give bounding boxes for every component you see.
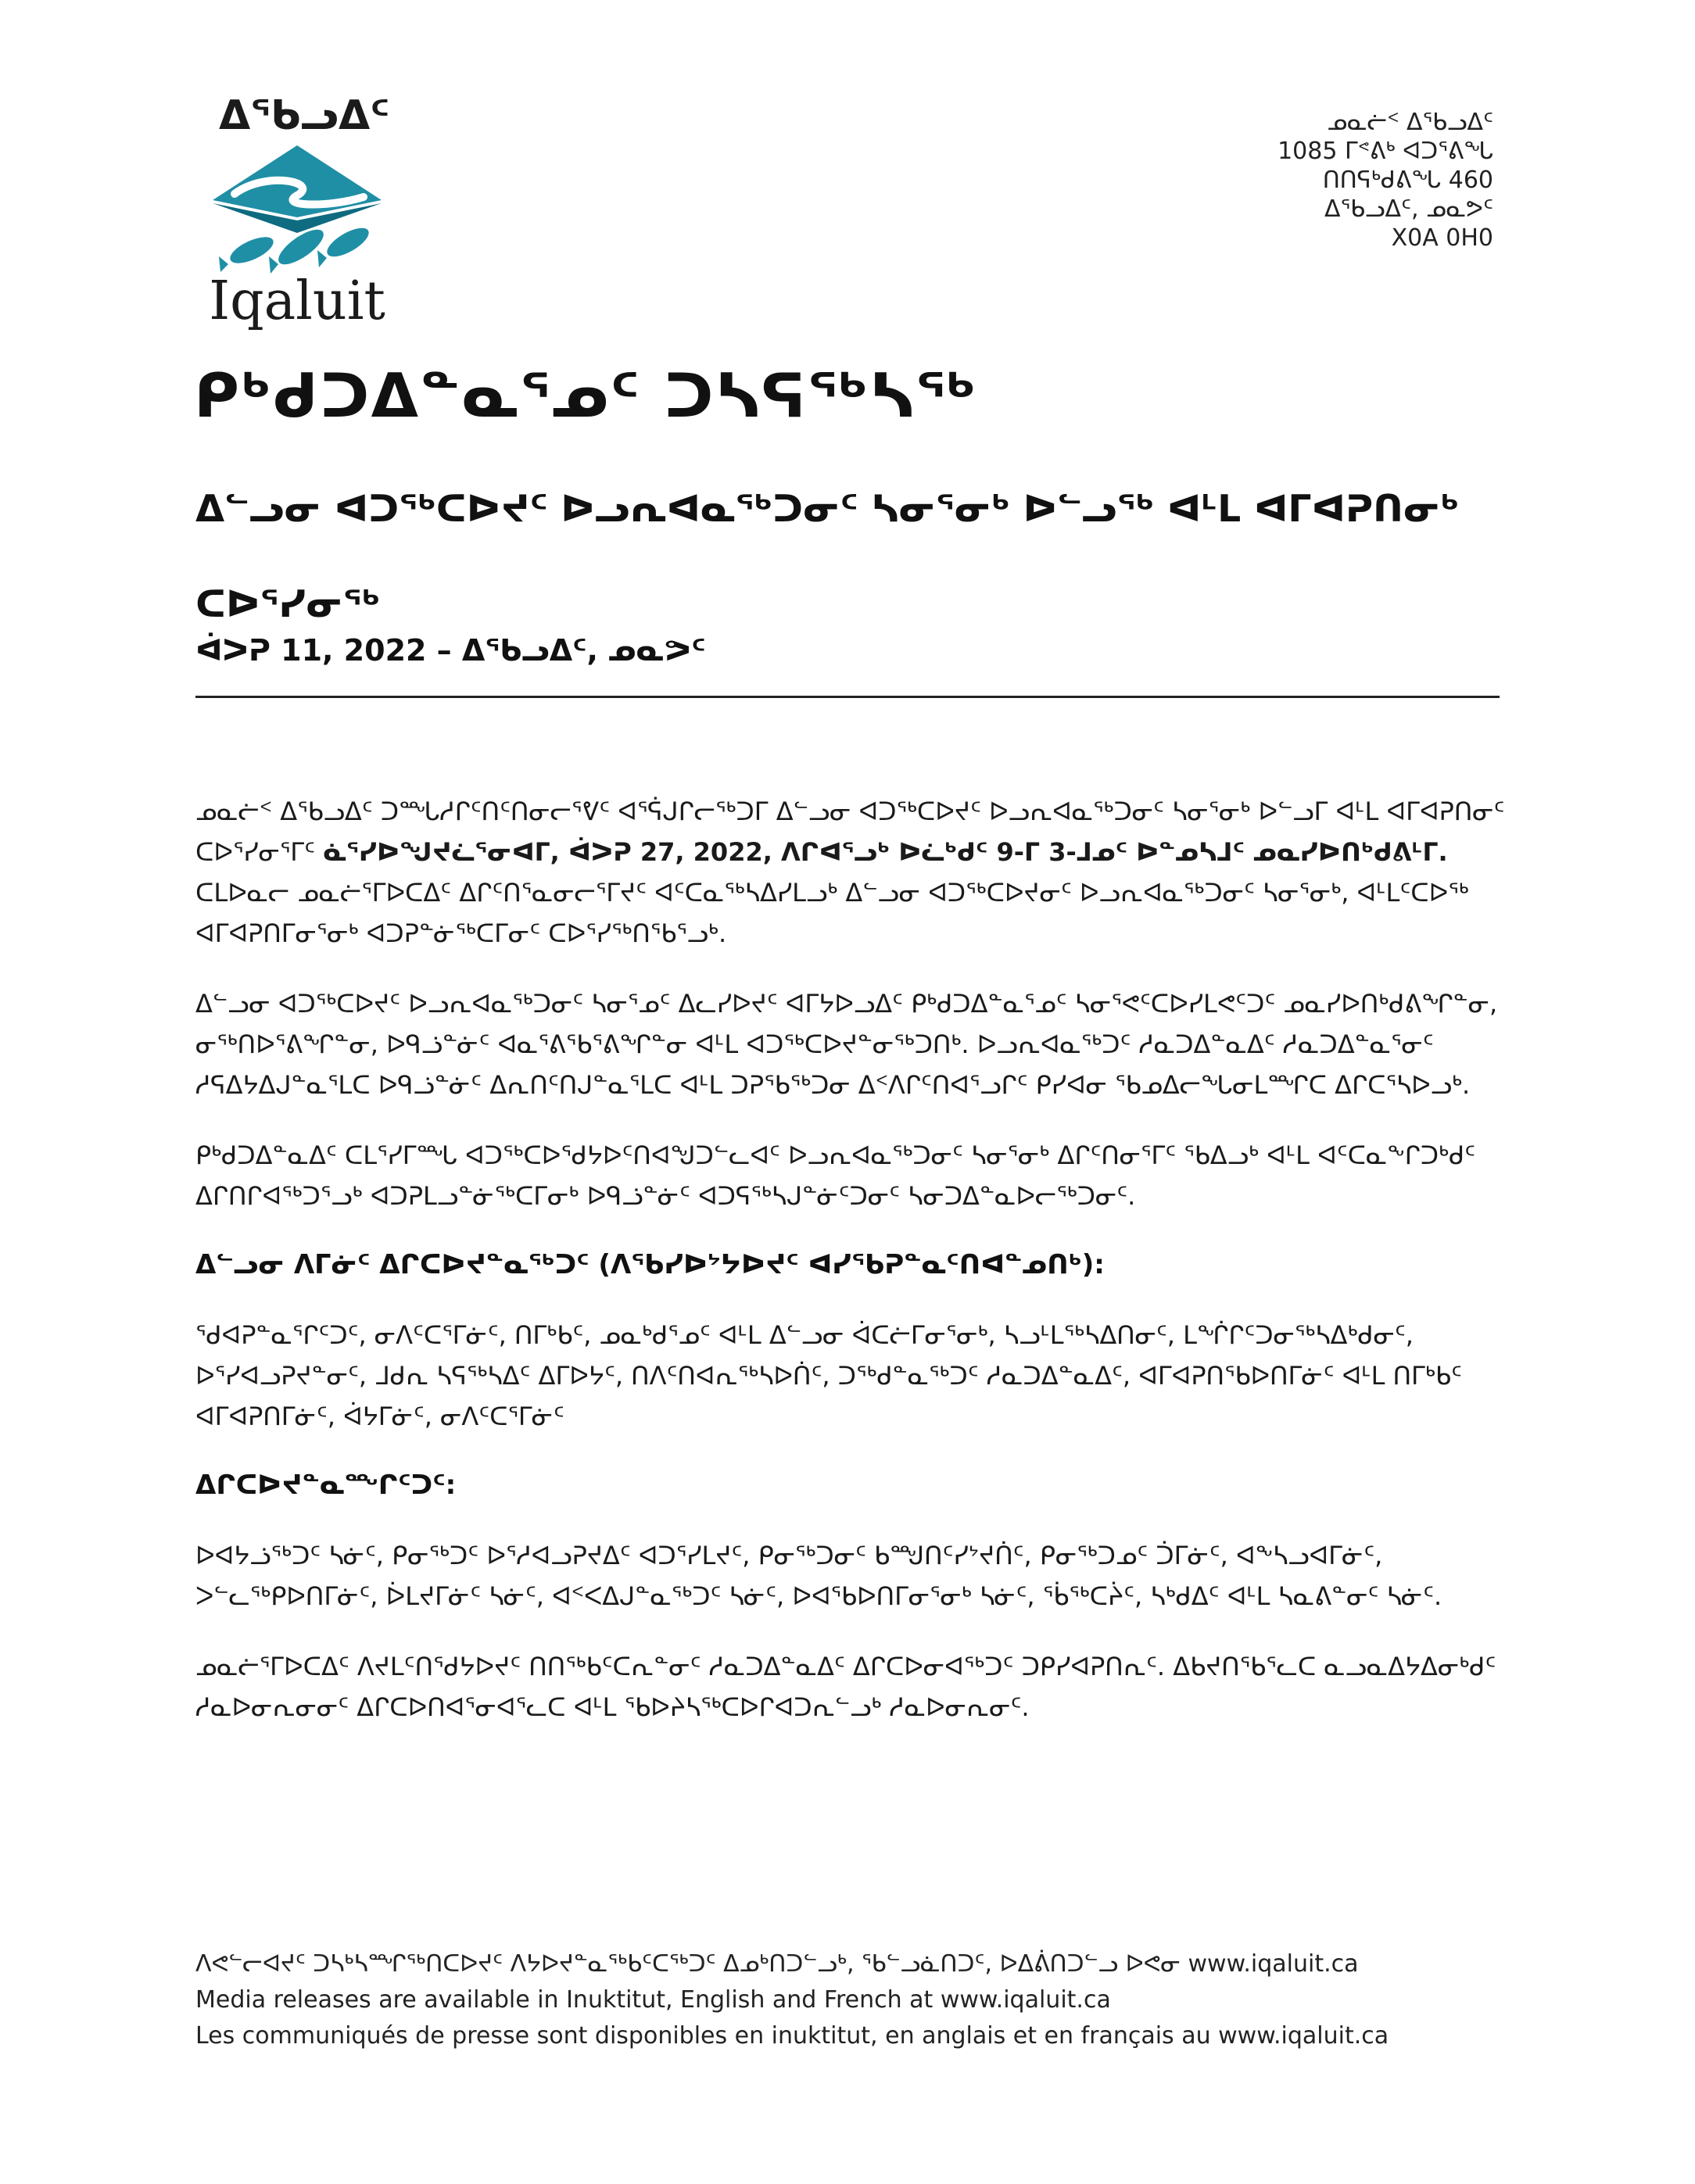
dateline: ᐋᐳᕈ 11, 2022 – ᐃᖃᓗᐃᑦ, ᓄᓇᕗᑦ [195, 633, 706, 668]
accepted-items-heading: ᐃᓪᓗᓂ ᐱᒥᓃᑦ ᐃᒋᑕᐅᔪᓐᓇᖅᑐᑦ (ᐱᖃᓯᐅᔾᔭᐅᔪᑦ ᐊᓯᖃᕈᓐᓇᑦᑎᐊᓐᓄᑎᒃ): [195, 1249, 1105, 1280]
address-block [1087, 108, 1493, 252]
release-body [195, 791, 1509, 1757]
address-line: 1085 ᒥᕝᕕᒃ ᐊᑐᕐᕕᖓ [1278, 138, 1493, 165]
address-line: ᐃᖃᓗᐃᑦ, ᓄᓇᕗᑦ [1324, 195, 1493, 223]
not-accepted-heading: ᐃᒋᑕᐅᔪᓐᓇᙱᑦᑐᑦ: [195, 1470, 457, 1501]
logo-name: Iqaluit [209, 270, 385, 332]
body-paragraph: ᑭᒃᑯᑐᐃᓐᓇᐃᑦ ᑕᒪᕐᓯᒥᙵ ᐊᑐᖅᑕᐅᖁᔭᐅᑦᑎᐊᖑᑐᓪᓚᐊᑦ ᐅᓗᕆᐊᓇᖅᑐᓂᑦ ᓴᓂᕐᓂᒃ ᐃᒋᑦᑎᓂᕐᒥᑦ ᖃᐃᓗᒃ ᐊᒻᒪ ᐊᑦᑕᓇᖕᒋᑐᒃᑯᑦ ᐃᒋᑎᒋᐊᖅᑐᕐᓗᒃ ᐊᑐᕈᒪᓗᓐᓃᖅᑕᒥᓂᒃ ᐅᑫᓘᓐᓃᑦ ᐊᑐᕋᖅᓴᒍᓐᓃᑦᑐᓂᑦ ᓴᓂᑐᐃᓐᓇᐅᓕᖅᑐᓂᑦ. [195, 1140, 1476, 1211]
accepted-items-list: ᖁᐊᕈᓐᓇᕐᒋᑦᑐᑦ, ᓂᐱᑦᑕᕐᒥᓃᑦ, ᑎᒥᒃᑲᑦ, ᓄᓇᒃᑯᕐᓄᑦ ᐊᒻᒪ ᐃᓪᓗᓂ ᐋᑕᓖᒥᓂᕐᓂᒃ, ᓴᓗᒻᒪᖅᓴᐃᑎᓂᑦ, ᒪᖐᒋᑦᑐᓂᖅᓴᐃᒃᑯᓂᑦ, ᐅᕐᓯᐊᓗᕈᔪᓐᓂᑦ, ᒧᑯᕆ ᓴᕋᖅᓴᐃᑦ ᐃᒥᐅᔭᑦ, ᑎᐱᑦᑎᐊᕆᖅᓴᐅᑏᑦ, ᑐᖅᑯᓐᓇᖅᑐᑦ ᓱᓇᑐᐃᓐᓇᐃᑦ, ᐊᒥᐊᕈᑎᖃᐅᑎᒥᓃᑦ ᐊᒻᒪ ᑎᒥᒃᑲᑦ ᐊᒥᐊᕈᑎᒥᓃᑦ, ᐋᔭᒥᓃᑦ, ᓂᐱᑦᑕᕐᒥᓃᑦ [195, 1320, 1462, 1431]
paragraph-text: ᑕᒪᐅᓇᓕ ᓄᓇᓖᕐᒥᐅᑕᐃᑦ ᐃᒋᑦᑎᕐᓇᓂᓕᕐᒥᔪᑦ ᐊᑦᑕᓇᖅᓴᐃᓯᒪᓗᒃ ᐃᓪᓗᓂ ᐊᑐᖅᑕᐅᔪᓂᑦ ᐅᓗᕆᐊᓇᖅᑐᓂᑦ ᓴᓂᕐᓂᒃ, ᐊᒻᒪᑦᑕᐅᖅ ᐊᒥᐊᕈᑎᒥᓂᕐᓂᒃ ᐊᑐᕈᓐᓃᖅᑕᒥᓂᑦ ᑕᐅᕐᓯᖅᑎᖃᕐᓗᒃ. [195, 878, 1469, 948]
body-paragraph: ᐃᓪᓗᓂ ᐊᑐᖅᑕᐅᔪᑦ ᐅᓗᕆᐊᓇᖅᑐᓂᑦ ᓴᓂᕐᓄᑦ ᐃᓚᓯᐅᔪᑦ ᐊᒥᔭᐅᓗᐃᑦ ᑭᒃᑯᑐᐃᓐᓇᕐᓄᑦ ᓴᓂᕐᕙᑦᑕᐅᓯᒪᕙᑦᑐᑦ ᓄᓇᓯᐅᑎᒃᑯᕕᖏᓐᓂ, ᓂᖅᑎᐅᕐᕕᖏᓐᓂ, ᐅᑫᓘᓐᓃᑦ ᐊᓇᕐᕕᖃᕐᕕᖏᓐᓂ ᐊᒻᒪ ᐊᑐᖅᑕᐅᔪᓐᓂᖅᑐᑎᒃ. ᐅᓗᕆᐊᓇᖅᑐᑦ ᓱᓇᑐᐃᓐᓇᐃᑦ ᓱᓇᑐᐃᓐᓇᕐᓂᑦ ᓱᕋᐃᔭᐃᒍᓐᓇᕐᒪᑕ ᐅᑫᓘᓐᓃᑦ ᐃᕆᑎᑦᑎᒍᓐᓇᕐᒪᑕ ᐊᒻᒪ ᑐᕈᖃᖅᑐᓂ ᐃᑉᐱᒋᑦᑎᐊᕐᓗᒋᑦ ᑭᓯᐊᓂ ᖃᓄᐃᓕᖓᓂᒪᙱᑕ ᐃᒋᑕᕐᓴᐅᓗᒃ. [195, 989, 1498, 1100]
not-accepted-list: ᐅᐊᔭᓘᖅᑐᑦ ᓴᓃᑦ, ᑭᓂᖅᑐᑦ ᐅᕐᓱᐊᓗᕈᔪᐃᑦ ᐊᑐᕐᓯᒪᔪᑦ, ᑭᓂᖅᑐᓂᑦ ᑲᙳᑎᑦᓯᔾᔪᑏᑦ, ᑭᓂᖅᑐᓄᑦ ᑑᒥᓃᑦ, ᐊᖕᓴᓗᐊᒥᓃᑦ, ᐳᓪᓚᖅᑭᐅᑎᒥᓃᑦ, ᐆᒪᔪᒥᓃᑦ ᓴᓃᑦ, ᐊᑉᐸᐃᒍᓐᓇᖅᑐᑦ ᓴᓃᑦ, ᐅᐊᖃᐅᑎᒥᓂᕐᓂᒃ ᓴᓃᑦ, ᖄᖅᑕᔩᑦ, ᓴᒃᑯᐃᑦ ᐊᒻᒪ ᓴᓇᕕᓐᓂᑦ ᓴᓃᑦ. [195, 1541, 1442, 1611]
address-line: ᓄᓇᓖᑉ ᐃᖃᓗᐃᑦ [1327, 109, 1493, 136]
press-release-title: ᑭᒃᑯᑐᐃᓐᓇᕐᓄᑦ ᑐᓴᕋᖅᓴᖅ [194, 361, 978, 431]
logo-syllabic-name: ᐃᖃᓗᐃᑦ [219, 92, 390, 139]
iqaluit-logo [195, 92, 399, 335]
footer-line-inuktitut: ᐱᕙᓪᓕᐊᔪᑦ ᑐᓴᒃᓴᙱᖅᑎᑕᐅᔪᑦ ᐱᔭᐅᔪᓐᓇᖅᑲᑦᑕᖅᑐᑦ ᐃᓄᒃᑎᑐᓪᓗᒃ, ᖃᓪᓗᓈᑎᑐᑦ, ᐅᐃᕖᑎᑐᓪᓗ ᐅᕙᓂ www.iqaluit.ca [195, 1950, 1359, 1978]
address-line: X0A 0H0 [1391, 224, 1493, 252]
footer-line-french: Les communiqués de presse sont disponibles en inuktitut, en anglais et en français au www.iqaluit.ca [195, 2022, 1389, 2050]
body-paragraph [195, 791, 1509, 954]
address-line: ᑎᑎᕋᒃᑯᕕᖓ 460 [1322, 166, 1493, 194]
body-paragraph: ᓄᓇᓖᕐᒥᐅᑕᐃᑦ ᐱᔪᒪᑦᑎᖁᔭᐅᔪᑦ ᑎᑎᖅᑲᑦᑕᕆᓐᓂᑦ ᓱᓇᑐᐃᓐᓇᐃᑦ ᐃᒋᑕᐅᓂᐊᖅᑐᑦ ᑐᑭᓯᐊᕈᑎᕆᑦ. ᐃᑲᔪᑎᖃᕐᓚᑕ ᓇᓗᓇᐃᔭᐃᓂᒃᑯᑦ ᓱᓇᐅᓂᕆᓂᓂᑦ ᐃᒋᑕᐅᑎᐊᕐᓂᐊᕐᓚᑕ ᐊᒻᒪ ᖃᐅᔨᓴᖅᑕᐅᒋᐊᑐᕆᓪᓗᒃ ᓱᓇᐅᓂᕆᓂᑦ. [195, 1652, 1496, 1722]
press-release-subtitle: ᐃᓪᓗᓂ ᐊᑐᖅᑕᐅᔪᑦ ᐅᓗᕆᐊᓇᖅᑐᓂᑦ ᓴᓂᕐᓂᒃ ᐅᓪᓗᖅ ᐊᒻᒪ ᐊᒥᐊᕈᑎᓂᒃ ᑕᐅᕐᓯᓂᖅ [195, 487, 1460, 626]
footer [195, 1946, 1525, 2054]
footer-line-english: Media releases are available in Inuktitut, English and French at www.iqaluit.ca [195, 1986, 1111, 2014]
divider [195, 696, 1500, 698]
event-date-text: ᓈᕐᓯᐅᖑᔪᓛᕐᓂᐊᒥ, ᐋᐳᕈ 27, 2022, ᐱᒋᐊᕐᓗᒃ ᐅᓛᒃᑯᑦ 9-ᒥ 3-ᒧᓄᑦ ᐅᓐᓄᓴᒧᑦ ᓄᓇᓯᐅᑎᒃᑯᕕᒻᒥ. [323, 837, 1448, 867]
paragraph-text: ᓄᓇᓖᑉ ᐃᖃᓗᐃᑦ ᑐᙵᓱᒋᑦᑎᑦᑎᓂᓕᕐᕓᑦ ᐊᕐᕌᒍᒋᓕᖅᑐᒥ ᐃᓪᓗᓂ ᐊᑐᖅᑕᐅᔪᑦ ᐅᓗᕆᐊᓇᖅᑐᓂᑦ ᓴᓂᕐᓂᒃ ᐅᓪᓗᒥ ᐊᒻᒪ ᐊᒥᐊᕈᑎᓂᑦ ᑕᐅᕐᓯᓂᕐᒥᑦ [195, 797, 1505, 867]
logo-emblem-icon [203, 139, 391, 276]
